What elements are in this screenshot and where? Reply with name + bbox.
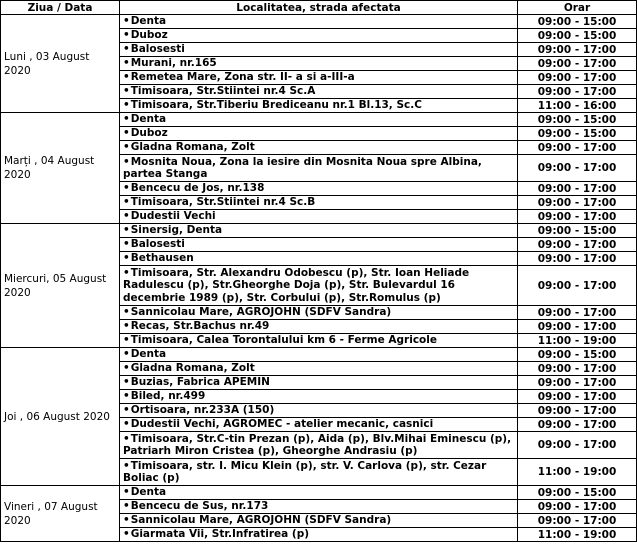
location-text: Denta bbox=[130, 486, 167, 499]
location-text: Gladna Romana, Zolt bbox=[130, 141, 255, 154]
location-text: Timisoara, Str.Stiintei nr.4 Sc.A bbox=[130, 85, 316, 98]
bullet-icon: • bbox=[123, 418, 130, 431]
location-text: Denta bbox=[130, 348, 167, 361]
location-text: Timisoara, Str. Alexandru Odobescu (p), Str. Ioan Heliade Radulescu (p), Str.Gheorghe Doja (p), Str. Bulevardul 16 decembrie 1989 (p), Str. Corbului (p), Str.Romulus (p) bbox=[123, 266, 470, 304]
location-text: Recas, Str.Bachus nr.49 bbox=[130, 320, 270, 333]
location-text: Balosesti bbox=[130, 238, 185, 251]
time-cell: 09:00 - 17:00 bbox=[518, 43, 637, 57]
location-cell bbox=[120, 15, 518, 29]
bullet-icon: • bbox=[123, 182, 130, 195]
table-row bbox=[1, 348, 637, 362]
location-cell bbox=[120, 224, 518, 238]
location-text: Duboz bbox=[130, 127, 168, 140]
location-text: Balosesti bbox=[130, 43, 185, 56]
location-cell bbox=[120, 99, 518, 113]
bullet-icon: • bbox=[123, 320, 130, 333]
time-cell: 09:00 - 17:00 bbox=[518, 266, 637, 306]
location-cell bbox=[120, 210, 518, 224]
location-cell bbox=[120, 85, 518, 99]
bullet-icon: • bbox=[123, 99, 130, 112]
location-cell bbox=[120, 252, 518, 266]
bullet-icon: • bbox=[123, 224, 130, 237]
time-cell: 09:00 - 17:00 bbox=[518, 238, 637, 252]
location-text: Mosnita Noua, Zona la iesire din Mosnita Noua spre Albina, partea Stanga bbox=[123, 155, 482, 180]
location-text: Bencecu de Jos, nr.138 bbox=[130, 182, 265, 195]
time-cell: 09:00 - 17:00 bbox=[518, 141, 637, 155]
location-cell bbox=[120, 57, 518, 71]
bullet-icon: • bbox=[123, 459, 130, 472]
time-cell: 09:00 - 17:00 bbox=[518, 85, 637, 99]
bullet-icon: • bbox=[123, 500, 130, 513]
time-cell: 11:00 - 19:00 bbox=[518, 528, 637, 542]
header-location: Localitatea, strada afectata bbox=[120, 1, 518, 15]
location-cell bbox=[120, 196, 518, 210]
location-cell bbox=[120, 362, 518, 376]
time-cell: 09:00 - 17:00 bbox=[518, 432, 637, 459]
location-cell bbox=[120, 348, 518, 362]
location-cell bbox=[120, 334, 518, 348]
bullet-icon: • bbox=[123, 376, 130, 389]
location-text: Sannicolau Mare, AGROJOHN (SDFV Sandra) bbox=[130, 514, 392, 527]
location-cell bbox=[120, 486, 518, 500]
location-cell bbox=[120, 320, 518, 334]
location-text: Timisoara, Calea Torontalului km 6 - Ferme Agricole bbox=[130, 334, 437, 347]
time-cell: 09:00 - 17:00 bbox=[518, 196, 637, 210]
time-cell: 09:00 - 15:00 bbox=[518, 486, 637, 500]
bullet-icon: • bbox=[123, 29, 130, 42]
bullet-icon: • bbox=[123, 196, 130, 209]
location-cell bbox=[120, 71, 518, 85]
bullet-icon: • bbox=[123, 334, 130, 347]
time-cell: 09:00 - 17:00 bbox=[518, 71, 637, 85]
location-cell bbox=[120, 528, 518, 542]
table-row bbox=[1, 15, 637, 29]
bullet-icon: • bbox=[123, 15, 130, 28]
time-cell: 11:00 - 19:00 bbox=[518, 334, 637, 348]
location-text: Murani, nr.165 bbox=[130, 57, 217, 70]
location-text: Timisoara, Str.Stiintei nr.4 Sc.B bbox=[130, 196, 316, 209]
location-text: Denta bbox=[130, 113, 167, 126]
location-text: Denta bbox=[130, 15, 167, 28]
bullet-icon: • bbox=[123, 252, 130, 265]
location-text: Timisoara, Str.Tiberiu Brediceanu nr.1 Bl.13, Sc.C bbox=[130, 99, 422, 112]
location-text: Sannicolau Mare, AGROJOHN (SDFV Sandra) bbox=[130, 306, 392, 319]
table-row bbox=[1, 486, 637, 500]
bullet-icon: • bbox=[123, 306, 130, 319]
location-text: Bethausen bbox=[130, 252, 194, 265]
header-time: Orar bbox=[518, 1, 637, 15]
header-day: Ziua / Data bbox=[1, 1, 120, 15]
day-cell: Miercuri, 05 August 2020 bbox=[1, 224, 120, 348]
time-cell: 09:00 - 17:00 bbox=[518, 500, 637, 514]
time-cell: 09:00 - 17:00 bbox=[518, 182, 637, 196]
bullet-icon: • bbox=[123, 528, 130, 541]
time-cell: 09:00 - 15:00 bbox=[518, 224, 637, 238]
time-cell: 09:00 - 17:00 bbox=[518, 362, 637, 376]
location-cell bbox=[120, 376, 518, 390]
bullet-icon: • bbox=[123, 348, 130, 361]
bullet-icon: • bbox=[123, 238, 130, 251]
bullet-icon: • bbox=[123, 141, 130, 154]
location-text: Bencecu de Sus, nr.173 bbox=[130, 500, 269, 513]
location-text: Dudestii Vechi bbox=[130, 210, 216, 223]
time-cell: 09:00 - 17:00 bbox=[518, 306, 637, 320]
location-cell bbox=[120, 514, 518, 528]
bullet-icon: • bbox=[123, 113, 130, 126]
location-cell bbox=[120, 127, 518, 141]
bullet-icon: • bbox=[123, 43, 130, 56]
day-cell: Luni , 03 August 2020 bbox=[1, 15, 120, 113]
location-text: Timisoara, Str.C-tin Prezan (p), Aida (p), Blv.Mihai Eminescu (p), Patriarh Miron Cristea (p), Gheorghe Andrasiu (p) bbox=[123, 432, 512, 457]
location-text: Gladna Romana, Zolt bbox=[130, 362, 255, 375]
time-cell: 09:00 - 15:00 bbox=[518, 113, 637, 127]
location-text: Sinersig, Denta bbox=[130, 224, 223, 237]
bullet-icon: • bbox=[123, 390, 130, 403]
time-cell: 09:00 - 17:00 bbox=[518, 57, 637, 71]
time-cell: 09:00 - 15:00 bbox=[518, 15, 637, 29]
schedule-body bbox=[1, 15, 637, 542]
day-cell: Joi , 06 August 2020 bbox=[1, 348, 120, 486]
location-cell bbox=[120, 182, 518, 196]
location-cell bbox=[120, 390, 518, 404]
location-text: Duboz bbox=[130, 29, 168, 42]
table-row bbox=[1, 113, 637, 127]
time-cell: 09:00 - 17:00 bbox=[518, 210, 637, 224]
location-cell bbox=[120, 404, 518, 418]
time-cell: 09:00 - 17:00 bbox=[518, 252, 637, 266]
location-cell bbox=[120, 238, 518, 252]
time-cell: 09:00 - 15:00 bbox=[518, 127, 637, 141]
bullet-icon: • bbox=[123, 71, 130, 84]
time-cell: 09:00 - 17:00 bbox=[518, 376, 637, 390]
table-row bbox=[1, 224, 637, 238]
bullet-icon: • bbox=[123, 266, 130, 279]
location-text: Timisoara, str. I. Micu Klein (p), str. V. Carlova (p), str. Cezar Boliac (p) bbox=[123, 459, 487, 484]
bullet-icon: • bbox=[123, 514, 130, 527]
location-text: Giarmata Vii, Str.Infratirea (p) bbox=[130, 528, 310, 541]
location-cell bbox=[120, 43, 518, 57]
time-cell: 09:00 - 17:00 bbox=[518, 418, 637, 432]
bullet-icon: • bbox=[123, 486, 130, 499]
location-cell bbox=[120, 306, 518, 320]
bullet-icon: • bbox=[123, 404, 130, 417]
location-text: Dudestii Vechi, AGROMEC - atelier mecanic, casnici bbox=[130, 418, 434, 431]
location-text: Remetea Mare, Zona str. II- a si a-III-a bbox=[130, 71, 355, 84]
time-cell: 11:00 - 16:00 bbox=[518, 99, 637, 113]
location-cell bbox=[120, 141, 518, 155]
location-text: Biled, nr.499 bbox=[130, 390, 206, 403]
header-row bbox=[1, 1, 637, 15]
location-text: Buzias, Fabrica APEMIN bbox=[130, 376, 270, 389]
time-cell: 09:00 - 15:00 bbox=[518, 348, 637, 362]
location-cell bbox=[120, 266, 518, 306]
time-cell: 09:00 - 17:00 bbox=[518, 155, 637, 182]
location-cell bbox=[120, 459, 518, 486]
location-cell bbox=[120, 155, 518, 182]
location-cell bbox=[120, 418, 518, 432]
bullet-icon: • bbox=[123, 432, 130, 445]
location-cell bbox=[120, 113, 518, 127]
bullet-icon: • bbox=[123, 85, 130, 98]
location-text: Ortisoara, nr.233A (150) bbox=[130, 404, 275, 417]
time-cell: 09:00 - 15:00 bbox=[518, 29, 637, 43]
day-cell: Marți , 04 August 2020 bbox=[1, 113, 120, 224]
time-cell: 09:00 - 17:00 bbox=[518, 320, 637, 334]
location-cell bbox=[120, 500, 518, 514]
bullet-icon: • bbox=[123, 57, 130, 70]
bullet-icon: • bbox=[123, 155, 130, 168]
time-cell: 09:00 - 17:00 bbox=[518, 404, 637, 418]
location-cell bbox=[120, 29, 518, 43]
day-cell: Vineri , 07 August 2020 bbox=[1, 486, 120, 542]
bullet-icon: • bbox=[123, 127, 130, 140]
time-cell: 09:00 - 17:00 bbox=[518, 514, 637, 528]
time-cell: 11:00 - 19:00 bbox=[518, 459, 637, 486]
time-cell: 09:00 - 17:00 bbox=[518, 390, 637, 404]
location-cell bbox=[120, 432, 518, 459]
bullet-icon: • bbox=[123, 362, 130, 375]
bullet-icon: • bbox=[123, 210, 130, 223]
